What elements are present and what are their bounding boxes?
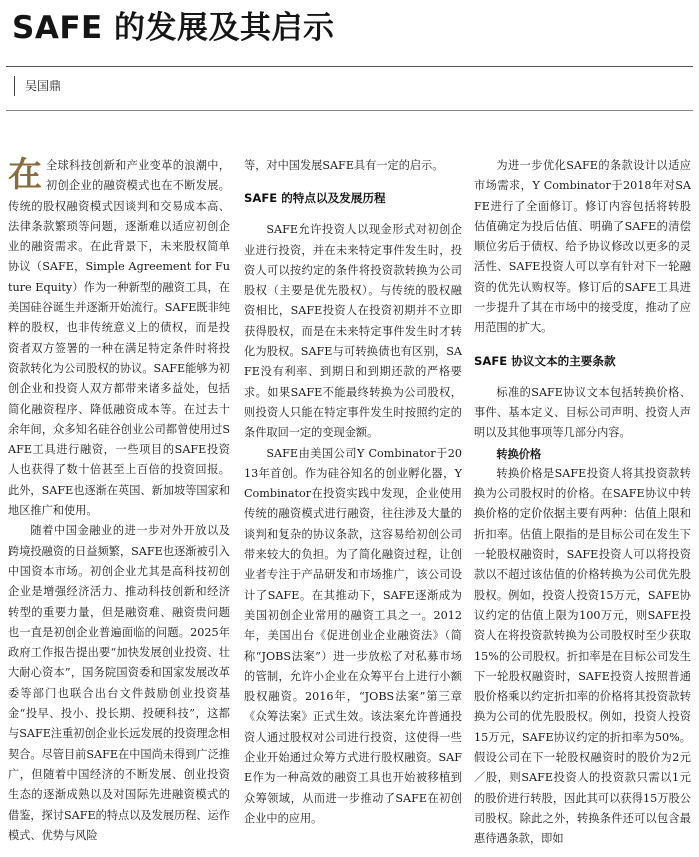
paragraph: SAFE由美国公司Y Combinator于2013年首创。作为硅谷知名的创业孵化器，Y Combinator在投资实践中发现，企业使用传统的融资模式进行融资，往往涉及大量的谈判和复杂的协议条款，这容易给初创公司带来较大的负担。为了简化融资过程，让创业者专注于产品研发和市场推广，该公司设计了SAFE。在其推动下，SAFE逐渐成为美国初创企业常用的融资工具之一。2012年，美国出台《促进创业企业融资法》（简称“JOBS法案”）进一步放松了对私募市场的管制，允许小企业在众筹平台上进行小额股权融资。2016年，“JOBS法案”第三章《众筹法案》正式生效。该法案允许普通投资人通过股权对公司进行投资，这使得一些企业开始通过众筹方式进行股权融资。SAFE作为一种高效的融资工具也开始被移植到众筹领域，从而进一步推动了SAFE在初创企业中的应用。 (244, 446, 462, 825)
paragraph: 随着中国金融业的进一步对外开放以及跨境投融资的日益频繁，SAFE也逐渐被引入中国资本市场。初创企业尤其是高科技初创企业是增强经济活力、推动科技创新和经济转型的重要力量，但是融资难、融资贵问题也一直是初创企业普遍面临的问题。2025年政府工作报告提出要“加快发展创业投资、壮大耐心资本”，国务院国资委和国家发展改革委等部门也联合出台文件鼓励创业投资基金“投早、投小、投长期、投硬科技”，这都与SAFE注重初创企业长远发展的投资理念相契合。尽管目前SAFE在中国尚未得到广泛推广，但随着中国经济的不断发展、创业投资生态的逐渐成熟以及对国际先进融资模式的借鉴，探讨SAFE的特点以及发展历程、运作模式、优势与风险 (8, 524, 230, 842)
paragraph: 标准的SAFE协议文本包括转换价格、事件、基本定义、目标公司声明、投资人声明以及其他事项等几部分内容。 (474, 385, 691, 440)
title-rule (6, 66, 693, 67)
section-heading: SAFE 的特点以及发展历程 (244, 191, 386, 206)
author-name: 吴国鼎 (14, 76, 61, 96)
paragraph: 为进一步优化SAFE的条款设计以适应市场需求，Y Combinator于2018年对SAFE进行了全面修订。修订内容包括将转股估值确定为投后估值、明确了SAFE的清偿顺位劣后于债权、给予协议修改以更多的灵活性、SAFE投资人可以享有针对下一轮融资的优先认购权等。修订后的SAFE工具进一步提升了其在市场中的接受度，推动了应用范围的扩大。 (474, 159, 691, 335)
column-1 (8, 156, 230, 856)
paragraph-text: 全球科技创新和产业变革的浪潮中，初创企业的融资模式也在不断发展。传统的股权融资模式因谈判和交易成本高、法律条款繁琐等问题，逐渐难以适应初创企业的融资需求。在此背景下，未来股权简单协议（SAFE，Simple Agreement for Future Equity）作为一种新型的融资工具，在美国硅谷诞生并逐渐开始流行。SAFE既非纯粹的股权，也非传统意义上的债权，而是投资者双方签署的一种在满足特定条件时将投资款转化为公司股权的协议。SAFE能够为初创企业和投资人双方都带来诸多益处，包括简化融资程序、降低融资成本等。在过去十余年间，众多知名硅谷创业公司都曾使用过SAFE工具进行融资，一些项目的SAFE投资人也获得了数十倍甚至上百倍的投资回报。此外，SAFE也逐渐在英国、新加坡等国家和地区推广和使用。 (8, 159, 230, 518)
section-heading: SAFE 协议文本的主要条款 (474, 353, 616, 368)
author-rule (6, 110, 693, 111)
drop-cap: 在 (8, 156, 42, 195)
paragraph: 转换价格是SAFE投资人将其投资款转换为公司股权时的价格。在SAFE协议中转换价格的定价依据主要有两种：估值上限和折扣率。估值上限指的是目标公司在发生下一轮股权融资时，SAFE投资人可以将投资款以不超过该估值的价格转换为公司优先股股权。例如，投资人投资15万元，SAFE协议约定的估值上限为100万元，则SAFE投资人在将投资款转换为公司股权时至少获取15%的公司股权。折扣率是在目标公司发生下一轮股权融资时，SAFE投资人按照普通股价格乘以约定折扣率的价格将其投资款转换为公司的优先股股权。例如，投资人投资15万元，SAFE协议约定的折扣率为50%。假设公司在下一轮股权融资时的股价为2元／股，则SAFE投资人的投资款只需以1元的股价进行转股，因此其可以获得15万股公司股权。除此之外，转换条件还可以包含最惠待遇条款，即如 (474, 466, 691, 846)
paragraph: SAFE允许投资人以现金形式对初创企业进行投资，并在未来特定事件发生时，投资人可以按约定的条件将投资款转换为公司股权（主要是优先股权）。与传统的股权融资相比，SAFE投资人在投资初期并不立即获得股权，而是在未来特定事件发生时才转化为股权。SAFE与可转换债也有区别，SAFE没有利率、到期日和到期还款的严格要求。如果SAFE不能最终转换为公司股权，则投资人只能在特定事件发生时按照约定的条件取回一定的变现金额。 (244, 223, 462, 440)
article-title: SAFE 的发展及其启示 (12, 10, 335, 46)
subsection-heading: 转换价格 (496, 446, 542, 461)
paragraph: 等，对中国发展SAFE具有一定的启示。 (244, 159, 444, 172)
column-2 (244, 156, 462, 856)
column-3 (474, 156, 691, 856)
paragraph (8, 156, 230, 521)
